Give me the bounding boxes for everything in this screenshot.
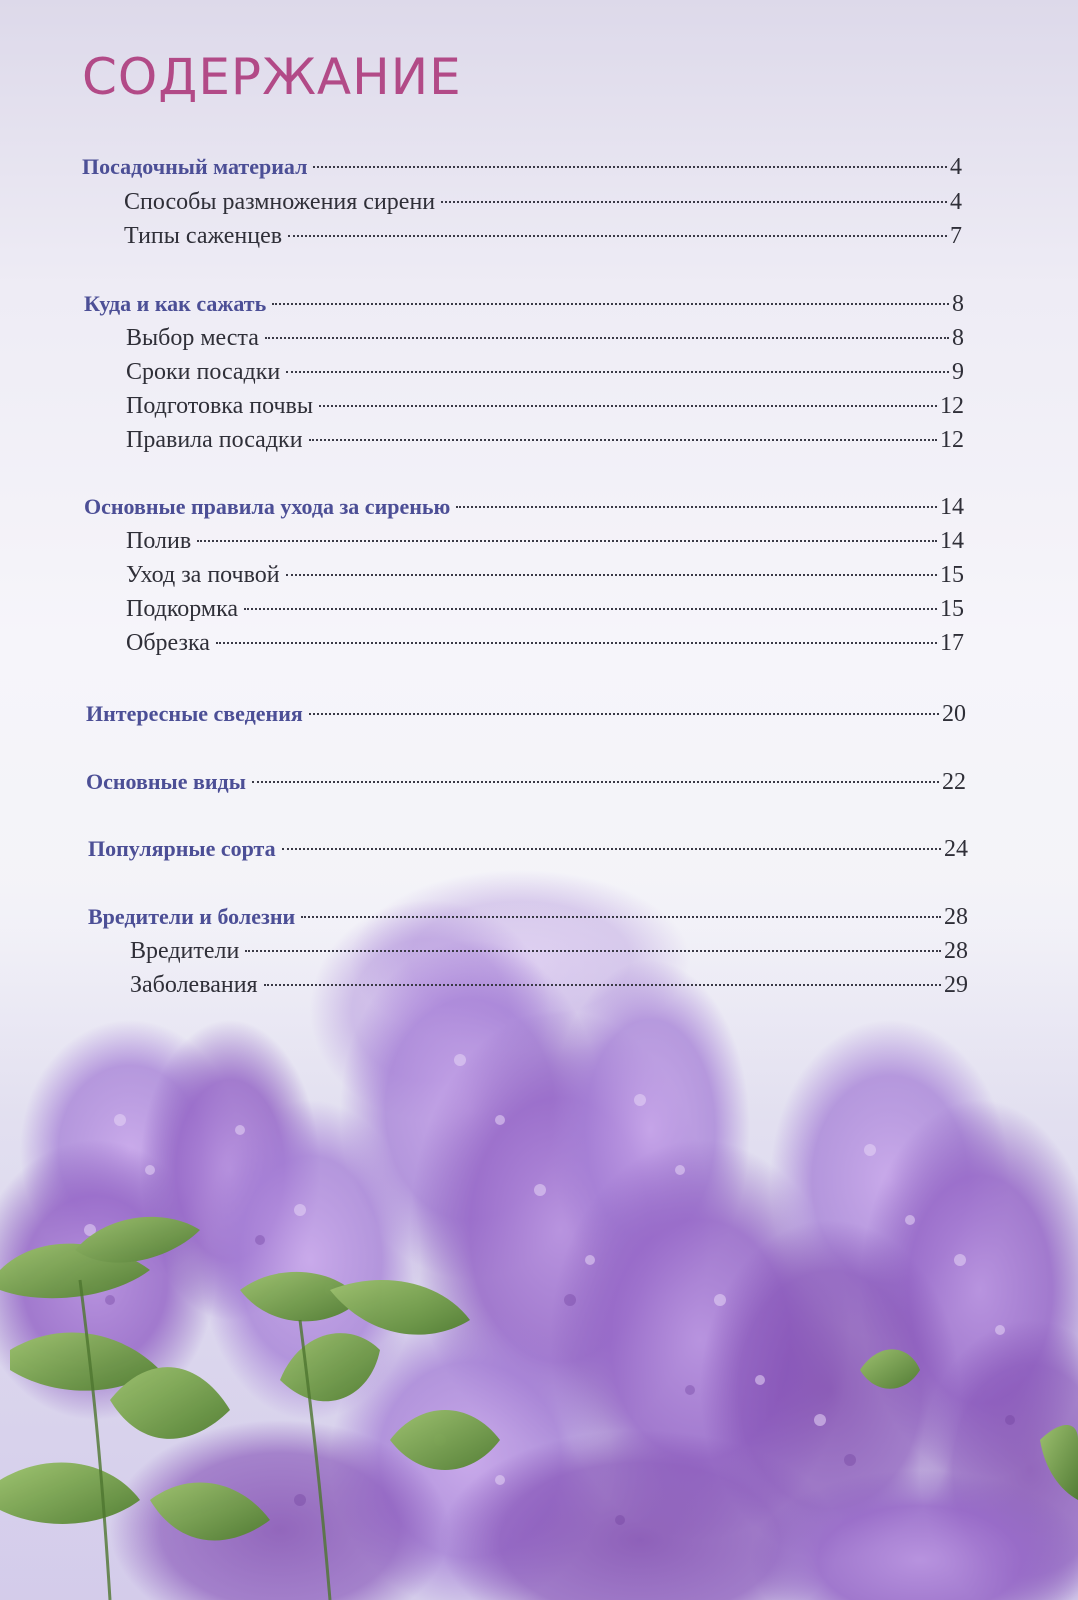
toc-section-title: Основные виды [86, 769, 246, 794]
toc-item-title: Подкормка [126, 596, 239, 622]
dot-leader [441, 201, 947, 203]
toc-section[interactable] [84, 490, 964, 524]
toc-item[interactable] [126, 558, 964, 592]
toc-page-number: 28 [944, 938, 968, 964]
toc-item-title: Полив [126, 528, 192, 554]
toc-item[interactable] [130, 968, 968, 1002]
toc-item[interactable] [126, 355, 964, 389]
toc-section-title: Популярные сорта [88, 836, 276, 861]
dot-leader [252, 781, 939, 783]
dot-leader [197, 540, 937, 542]
toc-item[interactable] [126, 626, 964, 660]
toc-item-title: Сроки посадки [126, 359, 281, 385]
page-title: СОДЕРЖАНИЕ [82, 48, 462, 106]
dot-leader [319, 405, 937, 407]
dot-leader [309, 439, 937, 441]
toc-page-number: 28 [944, 904, 968, 930]
toc-item[interactable] [130, 934, 968, 968]
toc-section-title: Основные правила ухода за сиренью [84, 494, 451, 519]
dot-leader [245, 950, 941, 952]
dot-leader [265, 337, 949, 339]
toc-section-title: Куда и как сажать [84, 291, 267, 316]
toc-item-title: Заболевания [130, 972, 258, 998]
toc-item[interactable] [126, 524, 964, 558]
toc-item-title: Выбор места [126, 325, 259, 351]
dot-leader [288, 235, 947, 237]
toc-page-number: 4 [950, 154, 962, 180]
toc-item-title: Уход за почвой [126, 562, 280, 588]
toc-section[interactable] [86, 697, 966, 731]
toc-page-number: 7 [950, 223, 962, 249]
toc-item[interactable] [126, 321, 964, 355]
toc-item-title: Обрезка [126, 630, 210, 656]
toc-item[interactable] [124, 219, 962, 253]
dot-leader [244, 608, 937, 610]
toc-page-number: 12 [940, 427, 964, 453]
dot-leader [309, 713, 939, 715]
toc-page-number: 4 [950, 189, 962, 215]
toc-item-title: Правила посадки [126, 427, 303, 453]
dot-leader [282, 848, 941, 850]
dot-leader [286, 371, 949, 373]
toc-item-title: Типы саженцев [124, 223, 283, 249]
toc-page-number: 9 [952, 359, 964, 385]
toc-section-title: Вредители и болезни [88, 904, 296, 929]
toc-item[interactable] [124, 185, 962, 219]
dot-leader [286, 574, 937, 576]
dot-leader [264, 984, 941, 986]
toc-page-number: 22 [942, 769, 966, 795]
toc-page-number: 12 [940, 393, 964, 419]
toc-item[interactable] [126, 389, 964, 423]
toc-item[interactable] [126, 423, 964, 457]
toc-page-number: 15 [940, 562, 964, 588]
toc-item-title: Подготовка почвы [126, 393, 313, 419]
toc-page-number: 24 [944, 836, 968, 862]
toc-section[interactable] [82, 150, 962, 184]
toc-item-title: Способы размножения сирени [124, 189, 436, 215]
toc-page-number: 14 [940, 494, 964, 520]
toc-page-number: 8 [952, 325, 964, 351]
dot-leader [301, 916, 941, 918]
dot-leader [456, 506, 937, 508]
dot-leader [216, 642, 937, 644]
toc-page-number: 29 [944, 972, 968, 998]
toc-page-number: 20 [942, 701, 966, 727]
toc-section[interactable] [86, 765, 966, 799]
toc-section[interactable] [84, 287, 964, 321]
toc-section-title: Посадочный материал [82, 154, 308, 179]
toc-page-number: 15 [940, 596, 964, 622]
toc-item-title: Вредители [130, 938, 240, 964]
toc-page-number: 8 [952, 291, 964, 317]
dot-leader [272, 303, 949, 305]
toc-page-number: 14 [940, 528, 964, 554]
toc-section[interactable] [88, 832, 968, 866]
toc-page-number: 17 [940, 630, 964, 656]
toc-item[interactable] [126, 592, 964, 626]
dot-leader [313, 166, 947, 168]
toc-section[interactable] [88, 900, 968, 934]
toc-section-title: Интересные сведения [86, 701, 303, 726]
